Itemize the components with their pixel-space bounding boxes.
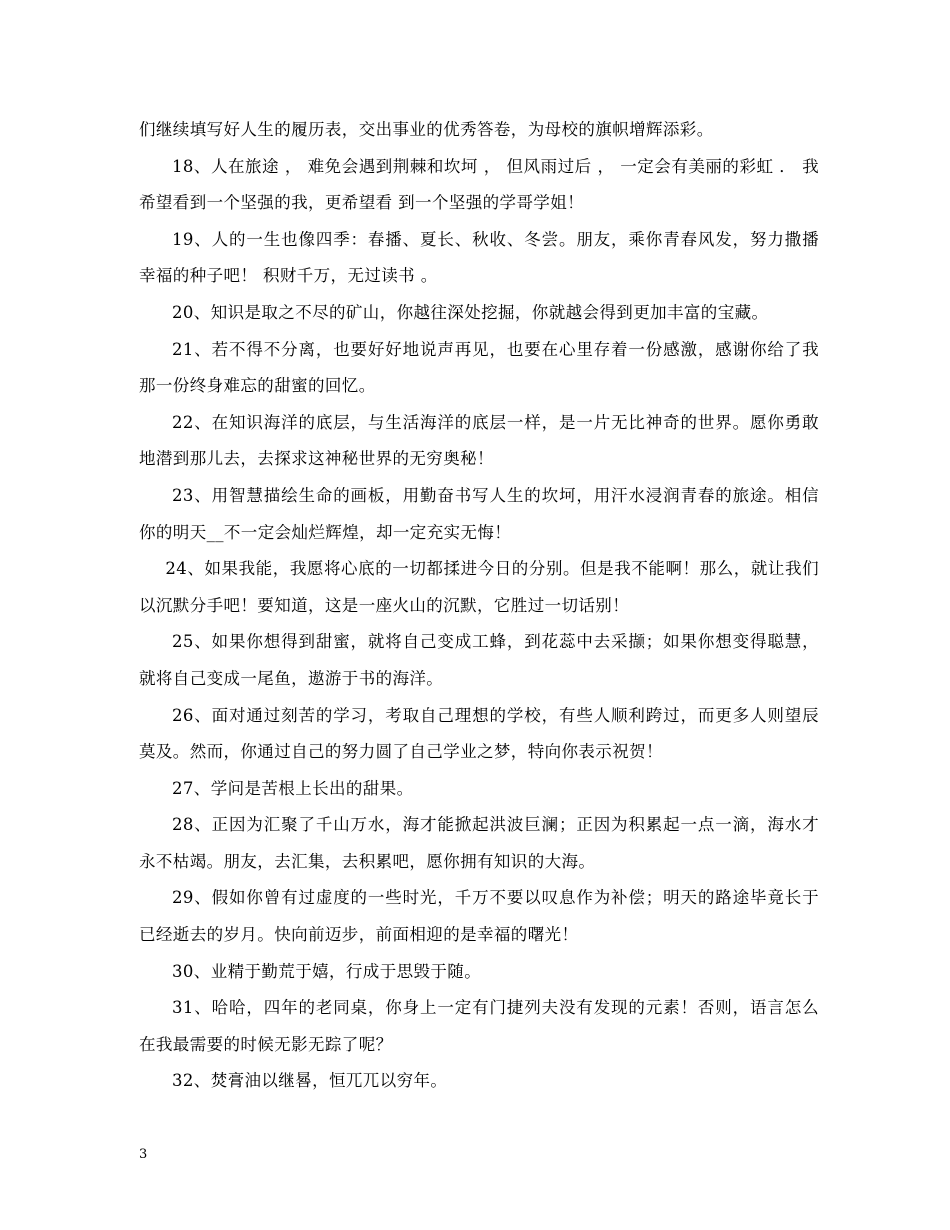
paragraph-23: 23、用智慧描绘生命的画板，用勤奋书写人生的坎坷，用汗水浸润青春的旅途。相信你的明天__不一定会灿烂辉煌，却一定充实无悔！	[139, 485, 819, 542]
paragraph-19: 19、人的一生也像四季：春播、夏长、秋收、冬尝。朋友，乘你青春风发，努力撒播幸福的种子吧！ 积财千万，无过读书 。	[139, 229, 819, 286]
paragraph-29: 29、假如你曾有过虚度的一些时光，千万不要以叹息作为补偿；明天的路途毕竟长于已经逝去的岁月。快向前迈步，前面相迎的是幸福的曙光！	[139, 888, 819, 945]
paragraph-27: 27、学问是苦根上长出的甜果。	[172, 778, 414, 798]
paragraph-25: 25、如果你想得到甜蜜，就将自己变成工蜂，到花蕊中去采撷；如果你想变得聪慧，就将自己变成一尾鱼，遨游于书的海洋。	[139, 632, 819, 688]
paragraph-18: 18、人在旅途 ， 难免会遇到荆棘和坎坷 ， 但风雨过后 ， 一定会有美丽的彩虹 ． 我希望看到一个坚强的我，更希望看 到一个坚强的学哥学姐！	[139, 156, 819, 213]
document-body	[139, 112, 819, 1100]
paragraph-21: 21、若不得不分离，也要好好地说声再见，也要在心里存着一份感激，感谢你给了我那一份终身难忘的甜蜜的回忆。	[139, 339, 819, 396]
paragraph-continuation: 们继续填写好人生的履历表，交出事业的优秀答卷，为母校的旗帜增辉添彩。	[139, 120, 714, 139]
paragraph-32: 32、焚膏油以继晷，恒兀兀以穷年。	[172, 1071, 448, 1091]
page-number: 3	[139, 1147, 148, 1162]
paragraph-22: 22、在知识海洋的底层，与生活海洋的底层一样，是一片无比神奇的世界。愿你勇敢地潜到那儿去，去探求这神秘世界的无穷奥秘！	[139, 412, 819, 469]
paragraph-24: 24、如果我能，我愿将心底的一切都揉进今日的分别。但是我不能啊！那么，就让我们以沉默分手吧！要知道，这是一座火山的沉默，它胜过一切话别！	[139, 559, 819, 615]
paragraph-26: 26、面对通过刻苦的学习，考取自己理想的学校，有些人顺利跨过，而更多人则望辰莫及。然而，你通过自己的努力圆了自己学业之梦，特向你表示祝贺！	[139, 705, 819, 762]
paragraph-28: 28、正因为汇聚了千山万水，海才能掀起洪波巨澜；正因为积累起一点一滴，海水才永不枯竭。朋友，去汇集，去积累吧，愿你拥有知识的大海。	[139, 815, 819, 871]
paragraph-20: 20、知识是取之不尽的矿山，你越往深处挖掘，你就越会得到更加丰富的宝藏。	[172, 302, 769, 322]
paragraph-30: 30、业精于勤荒于嬉，行成于思毁于随。	[172, 961, 482, 981]
paragraph-31: 31、哈哈，四年的老同桌，你身上一定有门捷列夫没有发现的元素！否则，语言怎么在我最需要的时候无影无踪了呢？	[139, 998, 819, 1054]
